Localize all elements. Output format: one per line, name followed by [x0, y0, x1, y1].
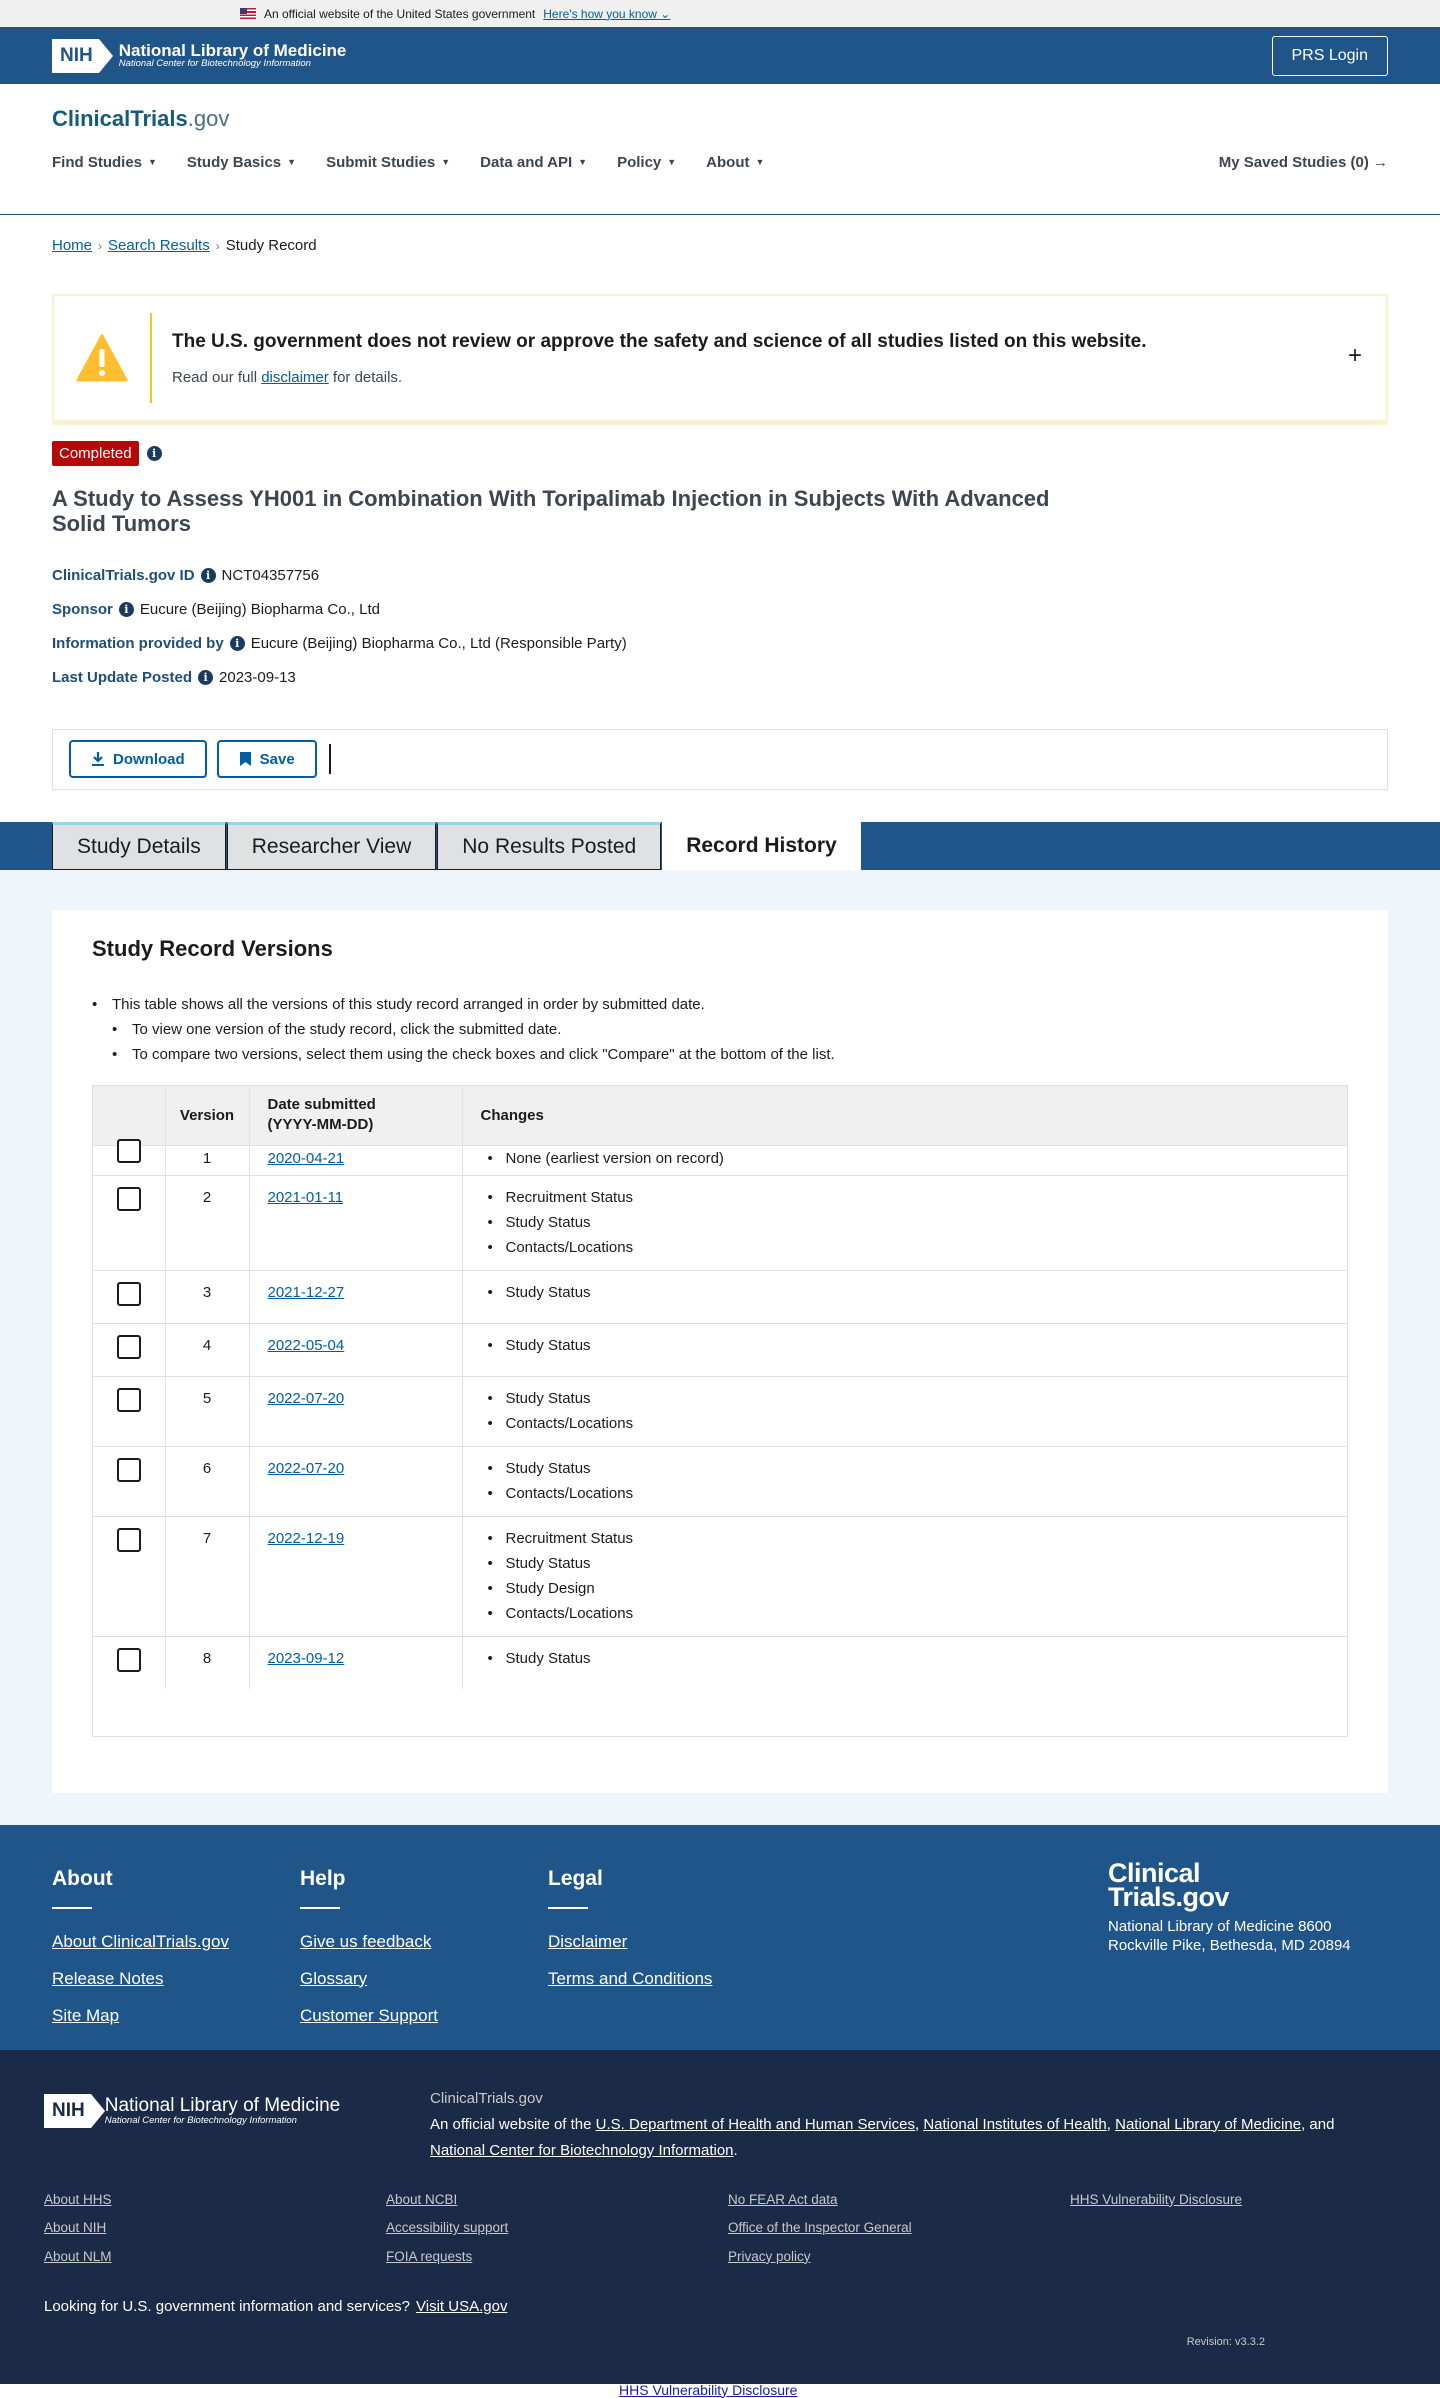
heres-how-you-know-link[interactable]: Here's how you know ⌄: [543, 6, 671, 21]
main-nav: [52, 147, 1388, 177]
tab-record-history[interactable]: Record History: [662, 822, 861, 870]
compare-checkbox[interactable]: [117, 1648, 141, 1672]
link-about-nlm[interactable]: About NLM: [44, 2248, 112, 2264]
nav-about[interactable]: About ▼: [706, 153, 765, 171]
change-item: • Study Status: [481, 1386, 1330, 1411]
footer-ct-logo[interactable]: Clinical Trials.gov: [1108, 1857, 1230, 1912]
info-icon[interactable]: i: [147, 446, 162, 461]
footer-link-release-notes[interactable]: Release Notes: [52, 1968, 164, 1988]
action-bar: [52, 729, 1388, 790]
changes-cell: [462, 1324, 1347, 1377]
bottom-hhs-vuln-link[interactable]: HHS Vulnerability Disclosure: [619, 2381, 798, 2398]
arrow-right-icon: →: [1373, 153, 1388, 171]
prs-login-button[interactable]: PRS Login: [1272, 36, 1389, 76]
compare-checkbox[interactable]: [117, 1528, 141, 1552]
compare-checkbox[interactable]: [117, 1187, 141, 1211]
footer-link-feedback[interactable]: Give us feedback: [300, 1931, 432, 1951]
us-flag-icon: [240, 8, 256, 19]
compare-checkbox[interactable]: [117, 1388, 141, 1412]
table-row: [93, 1324, 1347, 1377]
table-row: [93, 1517, 1347, 1637]
compare-checkbox[interactable]: [117, 1282, 141, 1306]
link-nih[interactable]: National Institutes of Health: [923, 2115, 1107, 2133]
download-button[interactable]: Download: [69, 740, 207, 778]
compare-checkbox[interactable]: [117, 1458, 141, 1482]
column-header-date: Date submitted (YYYY-MM-DD): [249, 1086, 462, 1146]
table-row: [93, 1176, 1347, 1271]
link-hhs[interactable]: U.S. Department of Health and Human Services: [595, 2115, 915, 2133]
warning-icon: [54, 313, 152, 403]
meta-sponsor: Sponsor i Eucure (Beijing) Biopharma Co., Ltd: [52, 601, 380, 619]
date-cell: [249, 1517, 462, 1637]
meta-last-update: Last Update Posted i 2023-09-13: [52, 669, 296, 687]
chevron-right-icon: ›: [215, 238, 220, 253]
tab-researcher-view[interactable]: Researcher View: [227, 822, 437, 870]
status-badge: Completed: [52, 441, 139, 466]
change-item: • Contacts/Locations: [481, 1411, 1330, 1436]
change-item: • Contacts/Locations: [481, 1481, 1330, 1506]
footer-brand: [1108, 1857, 1368, 1955]
tab-study-details[interactable]: Study Details: [52, 822, 226, 870]
versions-heading: Study Record Versions: [92, 935, 333, 961]
date-cell: [249, 1377, 462, 1447]
date-cell: [249, 1176, 462, 1271]
bookmark-icon: [239, 751, 252, 767]
footer-link-terms[interactable]: Terms and Conditions: [548, 1968, 713, 1988]
disclaimer-alert: [52, 294, 1388, 425]
study-title: A Study to Assess YH001 in Combination With Toripalimab Injection in Subjects With Advanced Solid Tumors: [52, 486, 1050, 537]
changes-cell: [462, 1146, 1347, 1176]
change-item: • Study Design: [481, 1576, 1330, 1601]
changes-cell: [462, 1517, 1347, 1637]
breadcrumb-search-results[interactable]: Search Results: [108, 237, 210, 254]
versions-card: [52, 910, 1388, 1793]
divider: [329, 744, 331, 774]
study-status: [52, 441, 1388, 466]
change-item: • Study Status: [481, 1551, 1330, 1576]
date-cell: [249, 1271, 462, 1324]
site-header: [0, 84, 1440, 215]
date-cell: [249, 1637, 462, 1690]
link-ncbi[interactable]: National Center for Biotechnology Information: [430, 2141, 734, 2159]
version-date-link[interactable]: 2022-12-19: [267, 1530, 345, 1548]
select-cell: [93, 1271, 165, 1324]
download-icon: [91, 751, 105, 767]
change-item: • Recruitment Status: [481, 1185, 1330, 1210]
chevron-down-icon: ▼: [755, 157, 765, 167]
info-icon[interactable]: i: [198, 670, 213, 685]
version-number: 8: [165, 1637, 249, 1690]
change-item: • Contacts/Locations: [481, 1601, 1330, 1626]
change-item: • Study Status: [481, 1456, 1330, 1481]
link-foia[interactable]: FOIA requests: [386, 2248, 473, 2264]
official-website-info: ClinicalTrials.gov An official website of the U.S. Department of Health and Human Services, National Institutes of Health, National Library of Medicine, and National Center for Biotechnology Information.: [430, 2089, 1335, 2159]
column-header-changes: Changes: [462, 1086, 1347, 1146]
column-header-version: Version: [165, 1086, 249, 1146]
change-item: • Study Status: [481, 1210, 1330, 1235]
version-date-link[interactable]: 2022-05-04: [267, 1337, 345, 1355]
nav-find-studies[interactable]: Find Studies ▼: [52, 153, 157, 171]
instructions-list: • This table shows all the versions of this study record arranged in order by submitted date. • To view one version of the study record, click the submitted date. • To compare two versions, select them using the check boxes and click "Compare" at the bottom of the list.: [92, 992, 1348, 1067]
nav-data-and-api[interactable]: Data and API ▼: [480, 153, 588, 171]
chevron-right-icon: ›: [98, 238, 103, 253]
link-oig[interactable]: Office of the Inspector General: [728, 2220, 912, 2236]
change-item: • Contacts/Locations: [481, 1235, 1330, 1260]
ncbi-subtitle: National Center for Biotechnology Information: [118, 58, 311, 70]
meta-info-provider: Information provided by i Eucure (Beijing) Biopharma Co., Ltd (Responsible Party): [52, 635, 627, 653]
versions-table: [93, 1086, 1347, 1690]
changes-cell: [462, 1377, 1347, 1447]
change-item: • Study Status: [481, 1646, 1330, 1671]
footer-legal: Legal Disclaimer Terms and Conditions: [548, 1867, 712, 1997]
revision-label: Revision: v3.3.2: [1186, 2335, 1265, 2348]
nav-submit-studies[interactable]: Submit Studies ▼: [326, 153, 451, 171]
chevron-down-icon: ▼: [287, 157, 297, 167]
changes-cell: [462, 1447, 1347, 1517]
chevron-down-icon: ⌄: [660, 6, 671, 21]
table-row: [93, 1271, 1347, 1324]
select-cell: [93, 1324, 165, 1377]
nih-logo-mark: NIH: [52, 39, 99, 73]
version-date-link[interactable]: 2022-07-20: [267, 1460, 345, 1478]
save-button[interactable]: Save: [217, 740, 317, 778]
record-history-section: [0, 870, 1440, 1825]
version-date-link[interactable]: 2021-12-27: [267, 1284, 345, 1302]
table-row: [93, 1377, 1347, 1447]
footer-link-glossary[interactable]: Glossary: [300, 1968, 368, 1988]
info-icon[interactable]: i: [119, 602, 134, 617]
column-header-select: [93, 1086, 165, 1146]
date-cell: [249, 1324, 462, 1377]
change-item: • Recruitment Status: [481, 1526, 1330, 1551]
version-date-link[interactable]: 2020-04-21: [267, 1150, 345, 1168]
footer-link-about-ct[interactable]: About ClinicalTrials.gov: [52, 1931, 229, 1951]
my-saved-studies-link[interactable]: My Saved Studies (0) →: [1218, 153, 1388, 171]
change-item: • Study Status: [481, 1280, 1330, 1305]
compare-checkbox[interactable]: [117, 1139, 141, 1163]
nih-logo-mark: NIH: [44, 2094, 91, 2128]
nav-study-basics[interactable]: Study Basics ▼: [186, 153, 297, 171]
table-row: [93, 1447, 1347, 1517]
footer-help: Help Give us feedback Glossary Customer Support: [300, 1867, 438, 2034]
link-no-fear[interactable]: No FEAR Act data: [728, 2191, 838, 2207]
gov-banner: [0, 0, 1440, 27]
alert-subtext: Read our full disclaimer for details.: [172, 368, 403, 386]
versions-table-container[interactable]: [92, 1085, 1348, 1737]
disclaimer-link[interactable]: disclaimer: [261, 368, 329, 386]
expand-plus-icon[interactable]: +: [1347, 342, 1362, 369]
info-icon[interactable]: i: [230, 636, 245, 651]
bottom-strip: [0, 2381, 1440, 2398]
table-row: [93, 1146, 1347, 1176]
changes-cell: [462, 1271, 1347, 1324]
link-about-hhs[interactable]: About HHS: [44, 2191, 112, 2207]
alert-heading: The U.S. government does not review or approve the safety and science of all studies listed on this website.: [172, 330, 1147, 352]
tab-no-results-posted[interactable]: No Results Posted: [437, 822, 661, 870]
breadcrumb-current: Study Record: [225, 237, 317, 254]
date-cell: [249, 1146, 462, 1176]
breadcrumb-home[interactable]: Home: [52, 237, 93, 254]
version-number: 1: [165, 1146, 249, 1176]
version-number: 6: [165, 1447, 249, 1517]
clinicaltrials-logo[interactable]: ClinicalTrials.gov: [52, 106, 230, 131]
meta-nct-id: ClinicalTrials.gov ID i NCT04357756: [52, 567, 320, 585]
nih-header: [0, 27, 1440, 84]
footer-about: About About ClinicalTrials.gov Release Notes Site Map: [52, 1867, 229, 2034]
select-cell: [93, 1447, 165, 1517]
version-number: 5: [165, 1377, 249, 1447]
info-icon[interactable]: i: [201, 568, 216, 583]
select-cell: [93, 1637, 165, 1690]
date-cell: [249, 1447, 462, 1517]
chevron-down-icon: ▼: [148, 157, 157, 167]
link-privacy[interactable]: Privacy policy: [728, 2248, 811, 2264]
usa-gov-line: Looking for U.S. government information and services? Visit USA.gov: [44, 2297, 508, 2315]
link-nlm[interactable]: National Library of Medicine: [1115, 2115, 1302, 2133]
select-cell: [93, 1176, 165, 1271]
footer-link-site-map[interactable]: Site Map: [52, 2005, 120, 2025]
compare-checkbox[interactable]: [117, 1335, 141, 1359]
version-date-link[interactable]: 2023-09-12: [267, 1650, 345, 1668]
footer-link-support[interactable]: Customer Support: [300, 2005, 438, 2025]
nlm-footer: [0, 2050, 1440, 2384]
version-number: 3: [165, 1271, 249, 1324]
select-cell: [93, 1377, 165, 1447]
site-footer: [0, 1825, 1440, 2050]
chevron-down-icon: ▼: [441, 157, 451, 167]
link-hhs-vuln[interactable]: HHS Vulnerability Disclosure: [1070, 2191, 1243, 2207]
version-date-link[interactable]: 2021-01-11: [267, 1189, 344, 1207]
select-cell: [93, 1146, 165, 1176]
changes-cell: [462, 1637, 1347, 1690]
select-cell: [93, 1517, 165, 1637]
nlm-title: National Library of Medicine: [118, 40, 347, 60]
changes-cell: [462, 1176, 1347, 1271]
study-meta: [52, 559, 1388, 695]
chevron-down-icon: ▼: [578, 157, 588, 167]
version-date-link[interactable]: 2022-07-20: [267, 1390, 345, 1408]
change-item: • Study Status: [481, 1333, 1330, 1358]
visit-usa-gov-link[interactable]: Visit USA.gov: [416, 2297, 508, 2315]
link-about-nih[interactable]: About NIH: [44, 2220, 107, 2236]
footer-address: National Library of Medicine 8600 Rockville Pike, Bethesda, MD 20894: [1108, 1917, 1351, 1954]
link-about-ncbi[interactable]: About NCBI: [386, 2191, 458, 2207]
version-number: 2: [165, 1176, 249, 1271]
nlm-footer-logo[interactable]: NIH National Library of Medicine National Center for Biotechnology Information: [44, 2094, 340, 2128]
link-accessibility[interactable]: Accessibility support: [386, 2220, 509, 2236]
nav-policy[interactable]: Policy ▼: [617, 153, 677, 171]
footer-link-disclaimer[interactable]: Disclaimer: [548, 1931, 628, 1951]
nlm-logo[interactable]: [52, 39, 346, 73]
table-row: [93, 1637, 1347, 1690]
tab-strip: [0, 822, 1440, 870]
version-number: 4: [165, 1324, 249, 1377]
change-item: • None (earliest version on record): [481, 1146, 1330, 1171]
chevron-down-icon: ▼: [667, 157, 677, 167]
gov-banner-text: An official website of the United States government: [264, 6, 536, 21]
version-number: 7: [165, 1517, 249, 1637]
breadcrumb: [0, 237, 1440, 254]
